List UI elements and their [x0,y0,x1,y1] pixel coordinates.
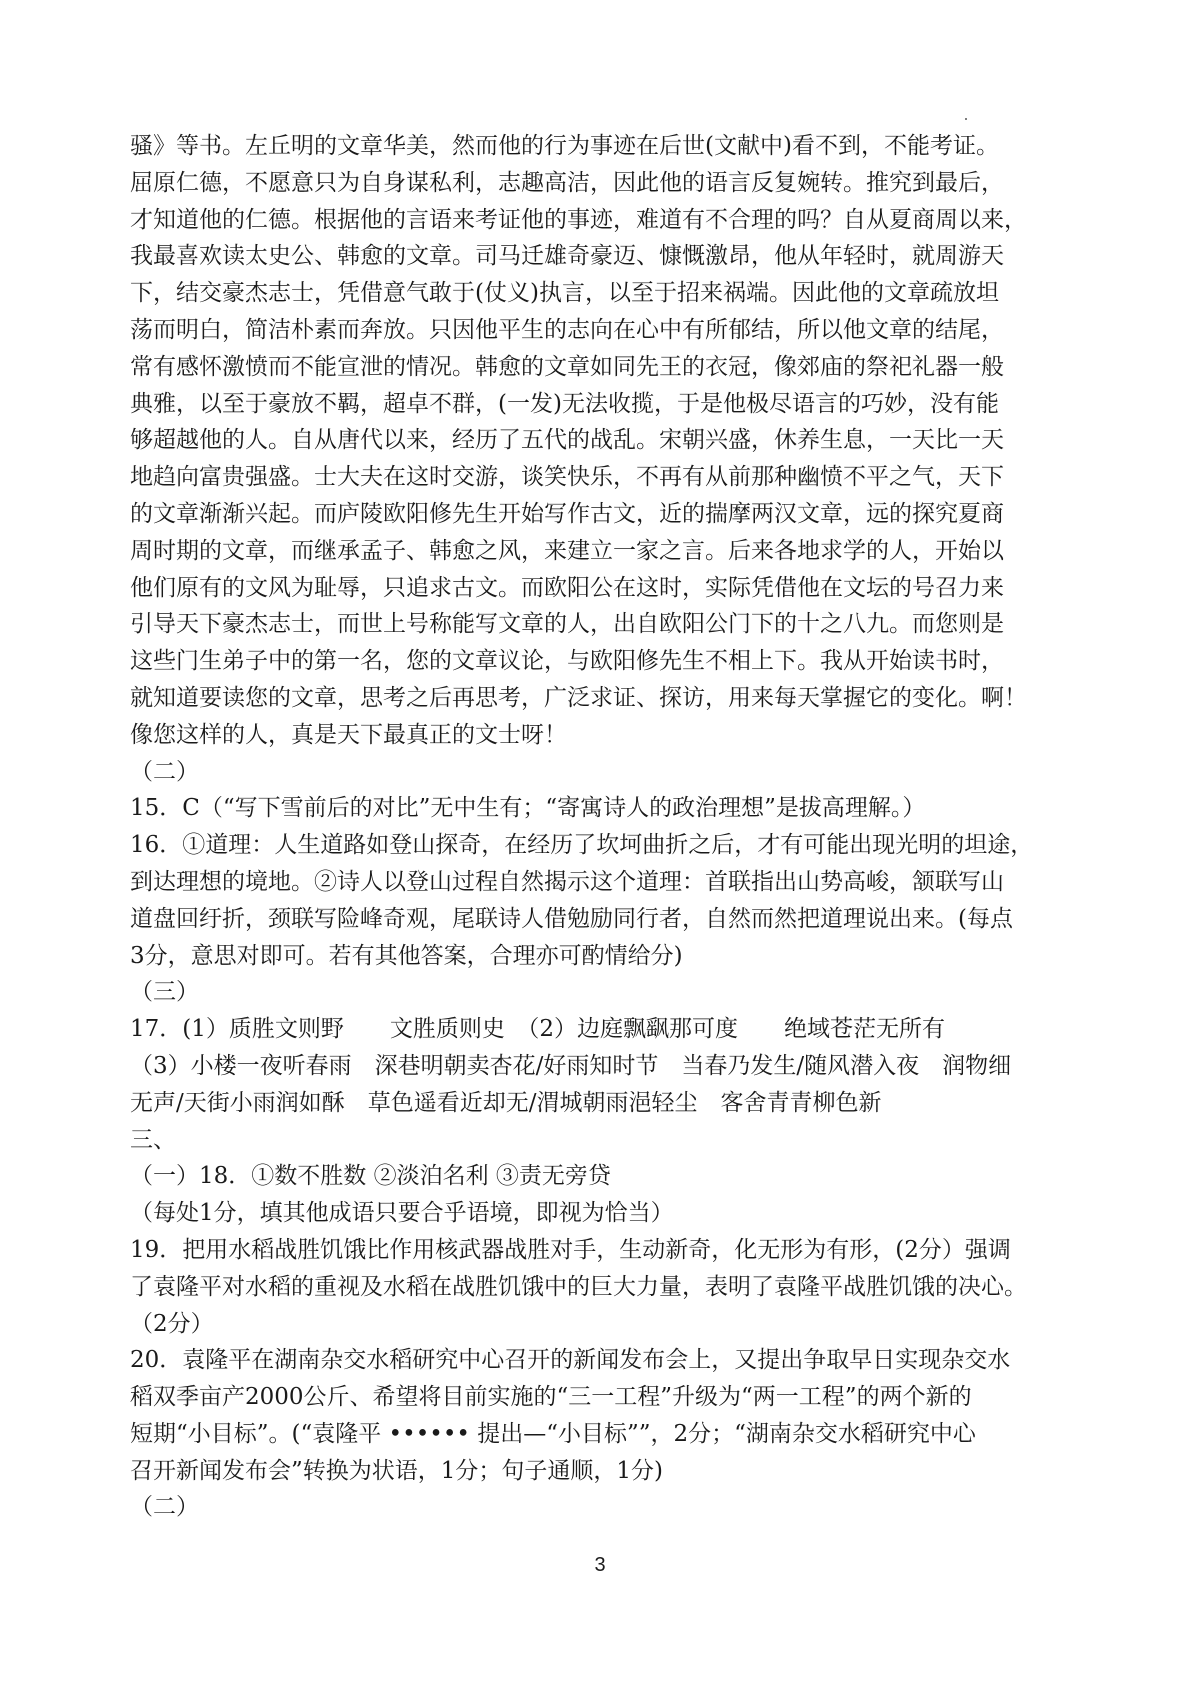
answer-19: 19．把用水稻战胜饥饿比作用核武器战胜对手，生动新奇，化无形为有形，(2分）强调 [130,1236,1011,1263]
scan-speck [965,118,967,120]
scoring-note: （2分） [130,1310,214,1337]
text-line: 我最喜欢读太史公、韩愈的文章。司马迁雄奇豪迈、慷慨激昂，他从年轻时，就周游天 [130,243,1004,270]
text-line: 召开新闻发布会”转换为状语，1分；句子通顺，1分) [130,1457,663,1484]
section-heading: （二） [130,1494,199,1521]
text-line: 道盘回纡折，颈联写险峰奇观，尾联诗人借勉励同行者，自然而然把道理说出来。(每点 [130,905,1013,932]
answer-15: 15．C（“写下雪前后的对比”无中生有；“寄寓诗人的政治理想”是拔高理解。） [130,795,926,822]
text-line: 就知道要读您的文章，思考之后再思考，广泛求证、探访，用来每天掌握它的变化。啊！ [130,684,1027,711]
document-body [130,128,1080,1526]
text-line: 下，结交豪杰志士，凭借意气敢于(仗义)执言，以至于招来祸端。因此他的文章疏放坦 [130,280,999,307]
text-line: 他们原有的文风为耻辱，只追求古文。而欧阳公在这时，实际凭借他在文坛的号召力来 [130,574,1004,601]
text-line: 到达理想的境地。②诗人以登山过程自然揭示这个道理：首联指出山势高峻，颔联写山 [130,868,1004,895]
text-line: （3）小楼一夜听春雨 深巷明朝卖杏花/好雨知时节 当春乃发生/随风潜入夜 润物细 [130,1052,1012,1079]
section-heading: （三） [130,979,199,1006]
answer-20: 20．袁隆平在湖南杂交水稻研究中心召开的新闻发布会上，又提出争取早日实现杂交水 [130,1347,1011,1374]
text-line: 常有感怀激愤而不能宣泄的情况。韩愈的文章如同先王的衣冠，像郊庙的祭祀礼器一般 [130,353,1004,380]
scoring-note: （每处1分，填其他成语只要合乎语境，即视为恰当） [130,1200,674,1227]
text-line: 引导天下豪杰志士，而世上号称能写文章的人，出自欧阳公门下的十之八九。而您则是 [130,611,1004,638]
text-line: 骚》等书。左丘明的文章华美，然而他的行为事迹在后世(文献中)看不到，不能考证。 [130,133,999,159]
section-heading: （二） [130,758,199,785]
text-line: 周时期的文章，而继承孟子、韩愈之风，来建立一家之言。后来各地求学的人，开始以 [130,537,1004,564]
page-number: 3 [594,1554,606,1576]
text-line: 典雅，以至于豪放不羁，超卓不群，(一发)无法收揽，于是他极尽语言的巧妙，没有能 [130,390,999,417]
text-line: 地趋向富贵强盛。士大夫在这时交游，谈笑快乐，不再有从前那种幽愤不平之气，天下 [130,464,1004,491]
part-heading: 三、 [130,1126,176,1153]
text-line: 才知道他的仁德。根据他的言语来考证他的事迹，难道有不合理的吗？自从夏商周以来， [130,206,1027,233]
text-line: 稻双季亩产2000公斤、希望将目前实施的“三一工程”升级为“两一工程”的两个新的 [130,1384,972,1411]
text-line: 无声/天街小雨润如酥 草色遥看近却无/渭城朝雨浥轻尘 客舍青青柳色新 [130,1089,882,1116]
text-line: 3分，意思对即可。若有其他答案，合理亦可酌情给分) [130,942,683,969]
text-line: 屈原仁德，不愿意只为自身谋私利，志趣高洁，因此他的语言反复婉转。推究到最后， [130,169,1004,196]
answer-16: 16．①道理：人生道路如登山探奇，在经历了坎坷曲折之后，才有可能出现光明的坦途， [130,832,1034,859]
text-line: 够超越他的人。自从唐代以来，经历了五代的战乱。宋朝兴盛，休养生息，一天比一天 [130,427,1004,454]
text-line: 了袁隆平对水稻的重视及水稻在战胜饥饿中的巨大力量，表明了袁隆平战胜饥饿的决心。 [130,1273,1027,1300]
text-line: 短期“小目标”。(“袁隆平 •••••• 提出—“小目标””，2分；“湖南杂交水稻研究中心 [130,1420,976,1447]
text-line: 荡而明白，简洁朴素而奔放。只因他平生的志向在心中有所郁结，所以他文章的结尾， [130,316,1004,343]
text-line: 这些门生弟子中的第一名，您的文章议论，与欧阳修先生不相上下。我从开始读书时， [130,648,1004,675]
text-line: 像您这样的人，真是天下最真正的文士呀！ [130,721,567,748]
answer-17: 17．(1）质胜文则野 文胜质则史 （2）边庭飘飖那可度 绝域苍茫无所有 [130,1016,946,1043]
text-line: 的文章渐渐兴起。而庐陵欧阳修先生开始写作古文，近的揣摩两汉文章，远的探究夏商 [130,500,1004,527]
answer-18: （一）18．①数不胜数 ②淡泊名利 ③责无旁贷 [130,1163,611,1190]
